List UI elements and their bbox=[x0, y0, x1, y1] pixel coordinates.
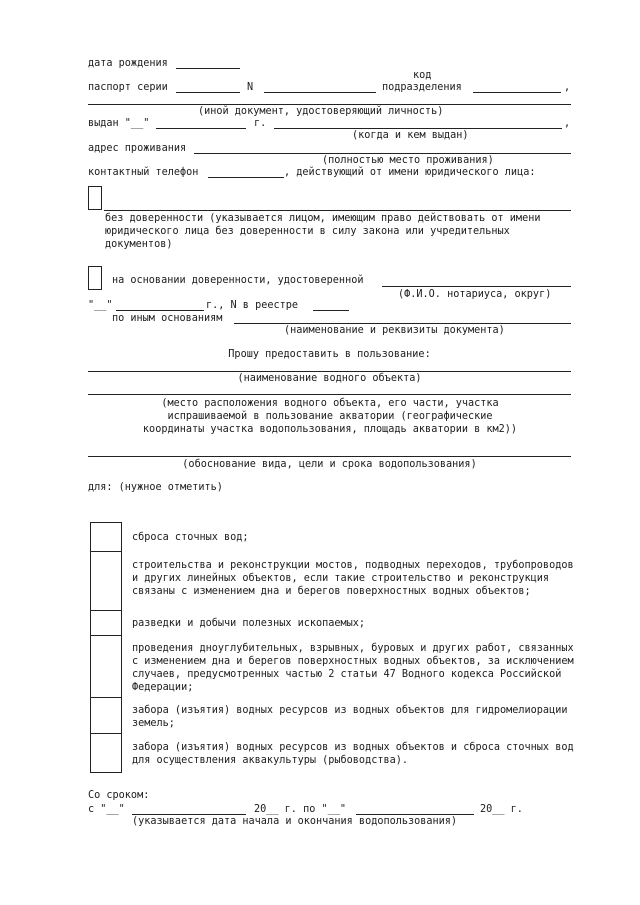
notary-hint: (Ф.И.О. нотариуса, округ) bbox=[398, 289, 552, 300]
other-grounds-field[interactable] bbox=[234, 323, 571, 324]
water-object-field[interactable] bbox=[88, 371, 571, 372]
registry-number-field[interactable] bbox=[313, 310, 349, 311]
issued-label: выдан "__" bbox=[88, 118, 150, 129]
purpose-checkbox-3[interactable] bbox=[90, 610, 122, 636]
issued-year: г. bbox=[254, 118, 267, 129]
acting-label: , действующий от имени юридического лица: bbox=[284, 167, 536, 178]
issued-date-field[interactable] bbox=[156, 128, 246, 129]
term-start-field[interactable] bbox=[132, 814, 246, 815]
proxy-registry-label: г., N в реестре bbox=[206, 300, 299, 311]
term-middle-label: 20__ г. по "__" bbox=[254, 804, 347, 815]
purpose-checkbox-2[interactable] bbox=[90, 551, 122, 611]
department-code-field[interactable] bbox=[473, 92, 561, 93]
birth-date-field[interactable] bbox=[176, 68, 240, 69]
justification-hint: (обоснование вида, цели и срока водопользования) bbox=[182, 459, 477, 470]
without-proxy-text: без доверенности (указывается лицом, имеющим право действовать от имени юридического лица без доверенности в силу закона или учредительных документов) bbox=[105, 213, 541, 250]
purpose-text-6: забора (изъятия) водных ресурсов из водных объектов и сброса сточных вод для осуществления аквакультуры (рыбоводства). bbox=[132, 742, 574, 766]
phone-field[interactable] bbox=[208, 177, 284, 178]
other-grounds-label: по иным основаниям bbox=[112, 313, 223, 324]
with-proxy-checkbox[interactable] bbox=[88, 266, 102, 290]
document-hint: (наименование и реквизиты документа) bbox=[284, 325, 505, 336]
purpose-text-1: сброса сточных вод; bbox=[132, 532, 249, 543]
purpose-text-2: строительства и реконструкции мостов, подводных переходов, трубопроводов и других линейных объектов, если такие строительство и реконструкция связаны с изменением дна и берегов поверхностных водных объектов; bbox=[132, 560, 574, 597]
purpose-checkbox-6[interactable] bbox=[90, 733, 122, 773]
comma: , bbox=[564, 118, 571, 129]
location-field[interactable] bbox=[88, 394, 571, 395]
address-hint: (полностью место проживания) bbox=[322, 155, 494, 166]
proxy-date-field[interactable] bbox=[116, 310, 204, 311]
purpose-text-5: забора (изъятия) водных ресурсов из водных объектов для гидромелиорации земель; bbox=[132, 705, 568, 729]
term-end-field[interactable] bbox=[356, 814, 474, 815]
code-label: код bbox=[413, 70, 432, 81]
location-hint: (место расположения водного объекта, его части, участка испрашиваемой в пользование акватории (географические координаты участка водопользования, площадь акватории в км2)) bbox=[142, 398, 518, 435]
term-from-label: с "__" bbox=[88, 804, 125, 815]
purpose-label: для: (нужное отметить) bbox=[88, 482, 223, 493]
purpose-checkbox-4[interactable] bbox=[90, 635, 122, 698]
proxy-date-label: "__" bbox=[88, 300, 113, 311]
purpose-checkbox-5[interactable] bbox=[90, 697, 122, 734]
notary-field[interactable] bbox=[382, 286, 571, 287]
department-label: подразделения bbox=[382, 82, 462, 93]
purpose-text-3: разведки и добычи полезных ископаемых; bbox=[132, 618, 366, 629]
without-proxy-field[interactable] bbox=[104, 210, 571, 211]
address-label: адрес проживания bbox=[88, 143, 187, 154]
address-field[interactable] bbox=[194, 153, 571, 154]
purpose-checkbox-1[interactable] bbox=[90, 522, 122, 552]
passport-series-field[interactable] bbox=[176, 92, 240, 93]
with-proxy-label: на основании доверенности, удостоверенной bbox=[112, 275, 364, 286]
term-label: Со сроком: bbox=[88, 790, 150, 801]
request-title: Прошу предоставить в пользование: bbox=[228, 349, 431, 360]
passport-number-sign: N bbox=[247, 82, 254, 93]
passport-number-field[interactable] bbox=[264, 92, 376, 93]
justification-field[interactable] bbox=[88, 456, 571, 457]
water-object-hint: (наименование водного объекта) bbox=[237, 373, 422, 384]
issued-by-field[interactable] bbox=[274, 128, 562, 129]
other-document-field[interactable] bbox=[88, 104, 571, 105]
purpose-text-4: проведения дноуглубительных, взрывных, буровых и других работ, связанных с изменением дна и берегов поверхностных водных объектов, за исключением случаев, предусмотренных частью 2 статьи 47 Водного кодекса Российской Федерации; bbox=[132, 643, 574, 693]
issued-by-hint: (когда и кем выдан) bbox=[352, 130, 469, 141]
comma: , bbox=[564, 82, 571, 93]
phone-label: контактный телефон bbox=[88, 167, 199, 178]
term-end-year: 20__ г. bbox=[480, 804, 523, 815]
passport-series-label: паспорт серии bbox=[88, 82, 168, 93]
term-hint: (указывается дата начала и окончания водопользования) bbox=[132, 816, 458, 827]
without-proxy-checkbox[interactable] bbox=[88, 186, 102, 210]
other-document-hint: (иной документ, удостоверяющий личность) bbox=[198, 106, 444, 117]
birth-date-label: дата рождения bbox=[88, 58, 168, 69]
